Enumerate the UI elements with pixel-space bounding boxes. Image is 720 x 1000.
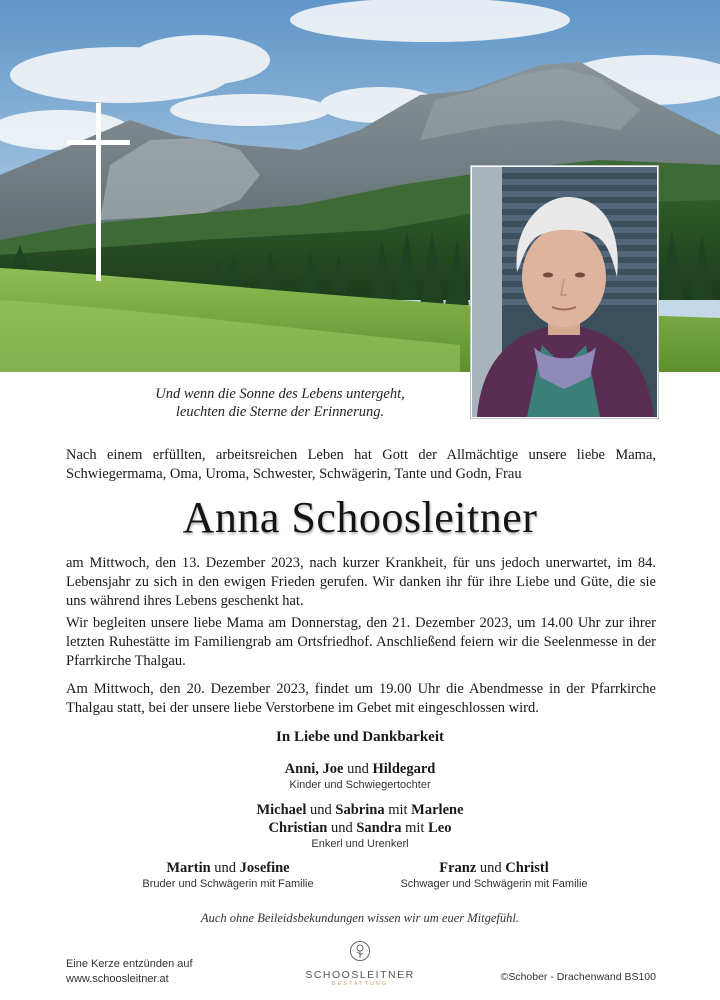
memorial-quote xyxy=(100,385,460,421)
funeral-home-logo xyxy=(300,940,420,987)
closing-note: Auch ohne Beileidsbekundungen wissen wir um euer Mitgefühl. xyxy=(201,911,519,925)
mourner-relation: Kinder und Schwiegertochter xyxy=(289,779,431,791)
mourner-name: Christian xyxy=(268,820,328,836)
evening-mass-paragraph: Am Mittwoch, den 20. Dezember 2023, findet um 19.00 Uhr die Abendmesse in der Pfarrkirche Thalgau statt, bei der unsere liebe Verstorbene im Gebet mit eingeschlossen wird. xyxy=(66,681,656,716)
mourner-name: Franz xyxy=(439,860,477,876)
website-link[interactable]: www.schoosleitner.at xyxy=(66,973,169,985)
mourner-name: Leo xyxy=(428,820,452,836)
mourner-name: Martin xyxy=(166,860,211,876)
mourner-relation: Bruder und Schwägerin mit Familie xyxy=(142,878,314,890)
connector: und xyxy=(214,860,237,876)
photo-credit: ©Schober - Drachenwand BS100 xyxy=(500,971,656,983)
mourner-group-grandchildren xyxy=(0,801,720,852)
mourner-group-children xyxy=(0,760,720,793)
connector: mit xyxy=(405,820,425,836)
logo-name: SCHOOSLEITNER xyxy=(305,969,415,981)
connector: und xyxy=(310,802,332,818)
mourner-name: Hildegard xyxy=(372,761,436,777)
logo-subtitle: BESTATTUNG xyxy=(331,981,389,987)
connector: mit xyxy=(388,802,408,818)
connector: und xyxy=(347,761,369,777)
connector: und xyxy=(330,820,353,836)
mourner-name: Joe xyxy=(322,761,344,777)
mourner-name: Sabrina xyxy=(335,802,385,818)
footer-candle xyxy=(66,957,193,987)
mourners-heading: In Liebe und Dankbarkeit xyxy=(276,729,444,745)
connector: und xyxy=(479,860,502,876)
mourner-relation: Schwager und Schwägerin mit Familie xyxy=(400,878,588,890)
mourner-name: Sandra xyxy=(356,820,402,836)
mourner-group-in-laws xyxy=(364,859,624,892)
funeral-paragraph: Wir begleiten unsere liebe Mama am Donnerstag, den 21. Dezember 2023, um 14.00 Uhr zur ihrer letzten Ruhestätte im Familiengrab am Ortsfriedhof. Anschließend feiern wir die Seelenmesse in der Pfarrkirche Thalgau. xyxy=(66,615,656,669)
mourner-group-siblings xyxy=(98,859,358,892)
deceased-name: Anna Schoosleitner xyxy=(182,493,538,542)
mourner-name: Anni, xyxy=(284,761,319,777)
mourner-relation: Enkerl und Urenkerl xyxy=(311,838,409,850)
mourner-name: Christl xyxy=(505,860,549,876)
portrait-photo xyxy=(471,166,658,418)
death-paragraph: am Mittwoch, den 13. Dezember 2023, nach kurzer Krankheit, für uns jedoch unerwartet, im 84. Lebensjahr zu sich in den ewigen Frieden gerufen. Wir danken ihr für ihre Liebe und Güte, die sie uns während ihres Lebens geschenkt hat. xyxy=(66,555,656,609)
intro-paragraph: Nach einem erfüllten, arbeitsreichen Leben hat Gott der Allmächtige unsere liebe Mama, Schwiegermama, Oma, Uroma, Schwester, Schwägerin, Tante und Godn, Frau xyxy=(66,447,656,482)
mourner-name: Michael xyxy=(256,802,307,818)
candle-text: Eine Kerze entzünden auf xyxy=(66,958,193,970)
quote-line-2: leuchten die Sterne der Erinnerung. xyxy=(175,404,385,420)
rose-logo-icon xyxy=(349,940,371,962)
mourner-name: Josefine xyxy=(239,860,290,876)
mourner-name: Marlene xyxy=(411,802,464,818)
cross-icon xyxy=(0,0,140,290)
quote-line-1: Und wenn die Sonne des Lebens untergeht, xyxy=(155,386,405,402)
